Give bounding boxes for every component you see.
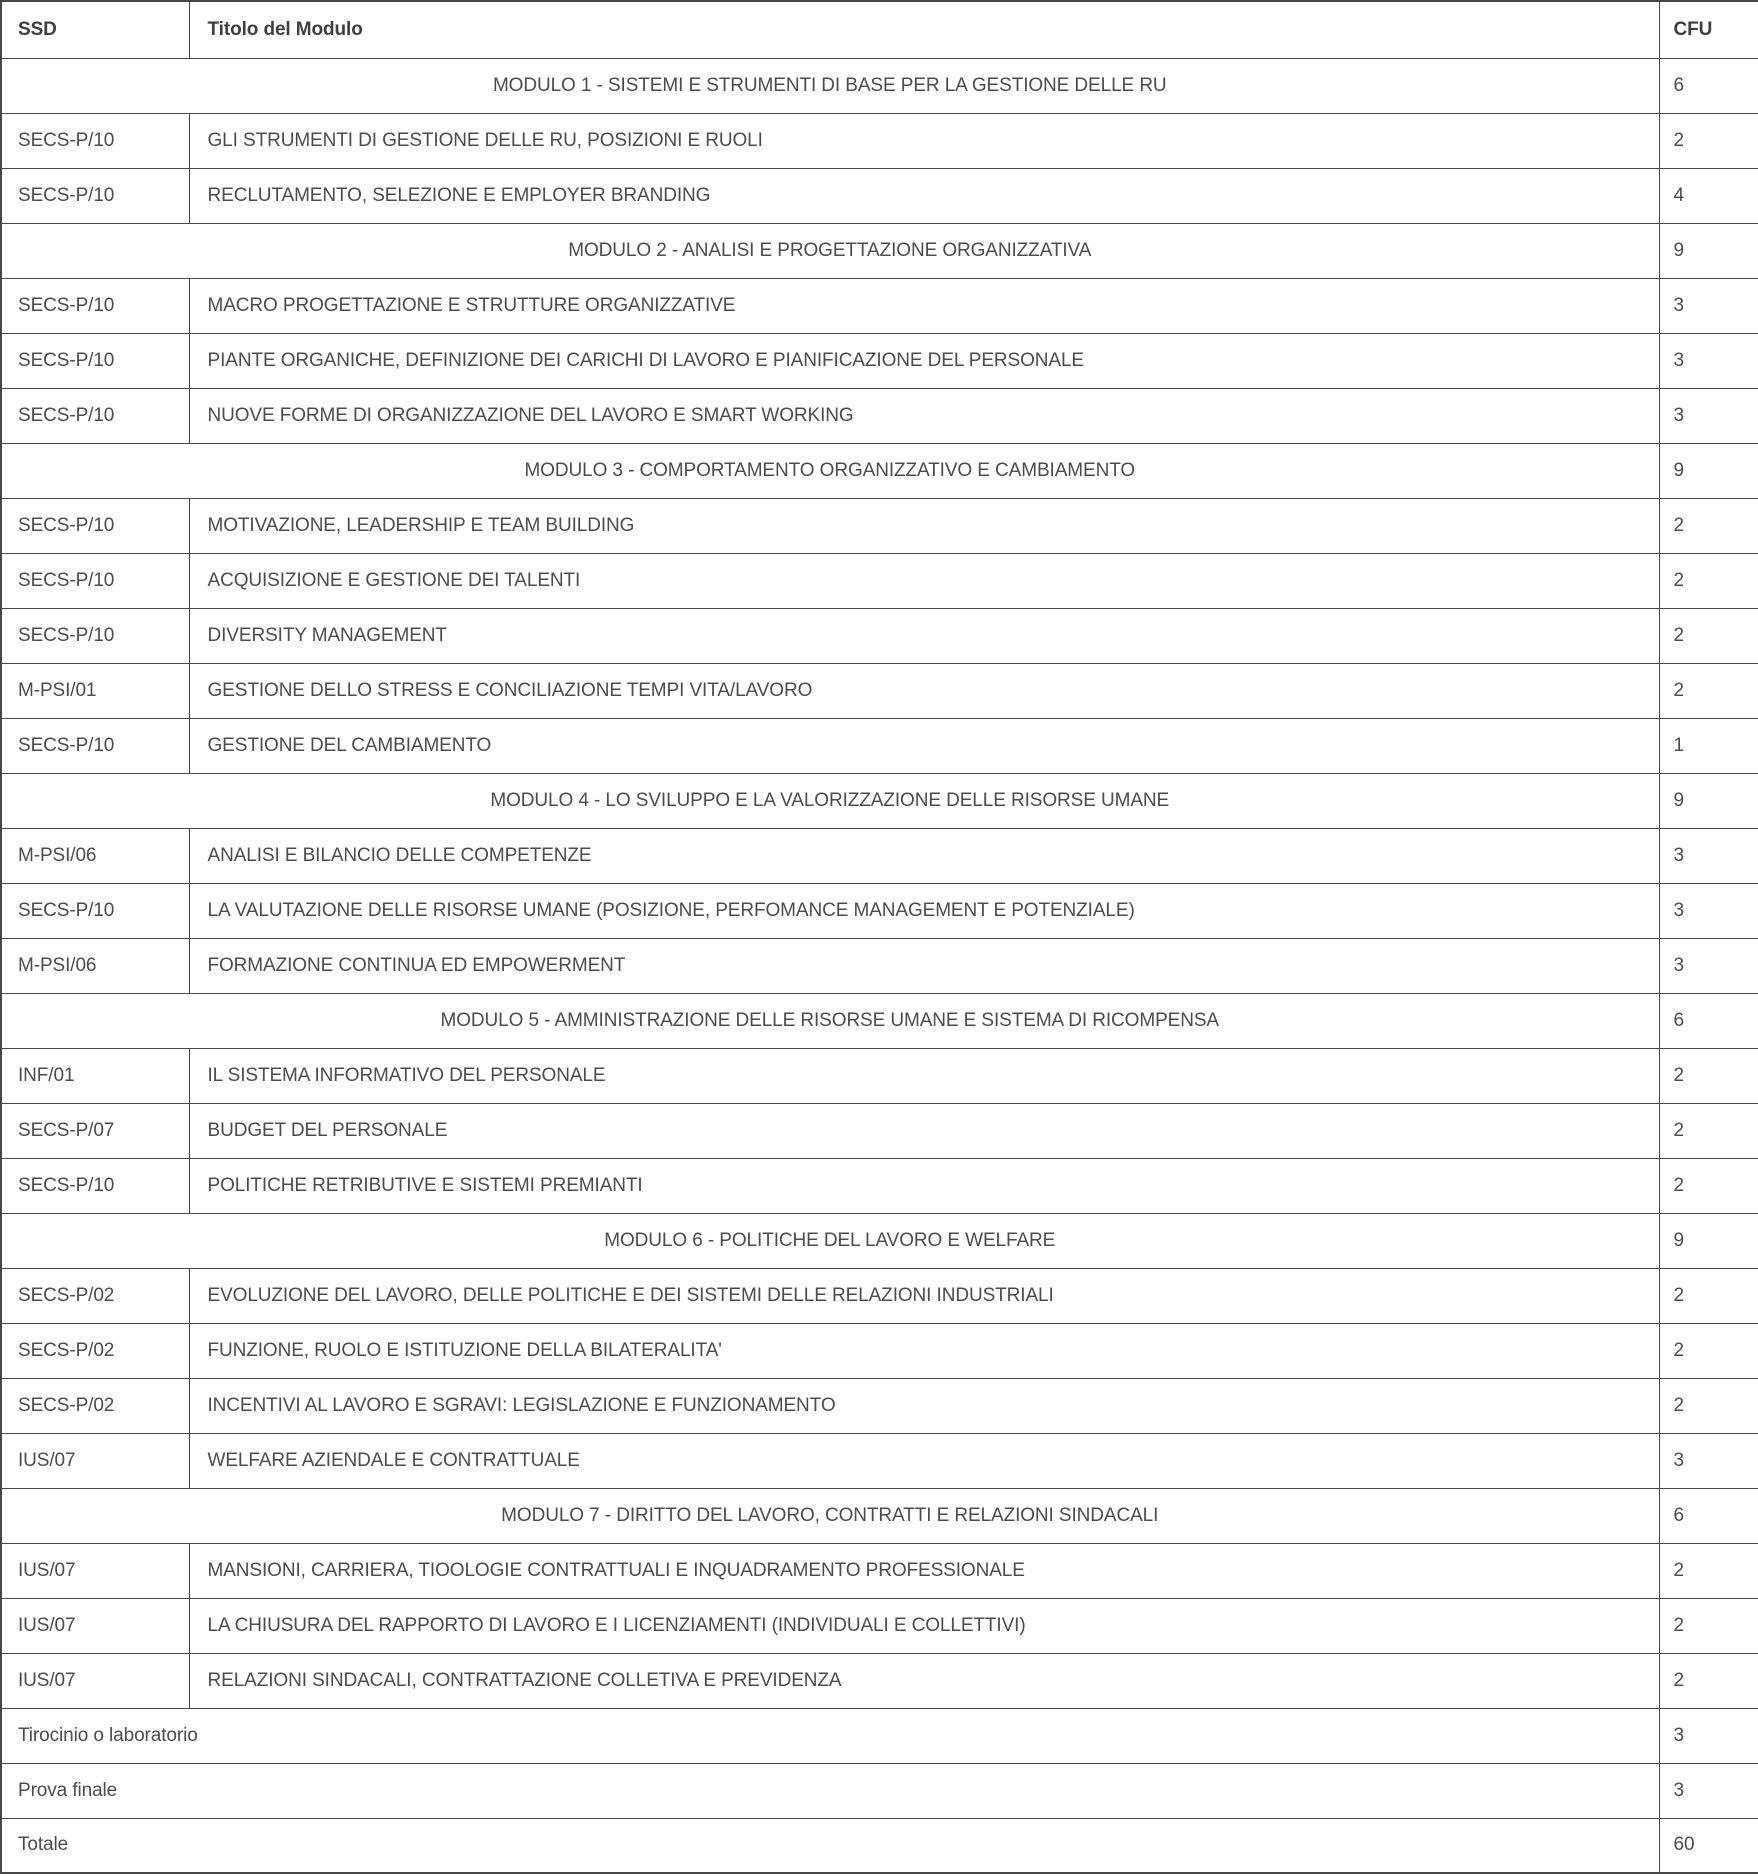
module-title-cell: ACQUISIZIONE E GESTIONE DEI TALENTI (189, 553, 1659, 608)
cfu-value-cell: 2 (1659, 1543, 1758, 1598)
module-title-cell: MANSIONI, CARRIERA, TIOOLOGIE CONTRATTUALI E INQUADRAMENTO PROFESSIONALE (189, 1543, 1659, 1598)
cfu-value-cell: 6 (1659, 1488, 1758, 1543)
ssd-cell: SECS-P/10 (1, 608, 189, 663)
cfu-value-cell: 2 (1659, 663, 1758, 718)
ssd-cell: SECS-P/02 (1, 1378, 189, 1433)
cfu-value-cell: 6 (1659, 993, 1758, 1048)
course-row (1, 333, 1758, 388)
module-title-cell: GLI STRUMENTI DI GESTIONE DELLE RU, POSIZIONI E RUOLI (189, 113, 1659, 168)
module-group-title-cell: MODULO 5 - AMMINISTRAZIONE DELLE RISORSE UMANE E SISTEMA DI RICOMPENSA (1, 993, 1659, 1048)
module-title-cell: INCENTIVI AL LAVORO E SGRAVI: LEGISLAZIONE E FUNZIONAMENTO (189, 1378, 1659, 1433)
course-row (1, 498, 1758, 553)
module-title-cell: POLITICHE RETRIBUTIVE E SISTEMI PREMIANTI (189, 1158, 1659, 1213)
header-row (1, 1, 1758, 58)
table-header (1, 1, 1758, 58)
ssd-cell: SECS-P/10 (1, 278, 189, 333)
module-title-cell: MOTIVAZIONE, LEADERSHIP E TEAM BUILDING (189, 498, 1659, 553)
module-title-cell: RELAZIONI SINDACALI, CONTRATTAZIONE COLLETIVA E PREVIDENZA (189, 1653, 1659, 1708)
course-row (1, 1598, 1758, 1653)
module-header-row (1, 58, 1758, 113)
ssd-cell: SECS-P/10 (1, 883, 189, 938)
ssd-cell: SECS-P/10 (1, 498, 189, 553)
module-group-title-cell: MODULO 7 - DIRITTO DEL LAVORO, CONTRATTI E RELAZIONI SINDACALI (1, 1488, 1659, 1543)
module-title-cell: FUNZIONE, RUOLO E ISTITUZIONE DELLA BILATERALITA' (189, 1323, 1659, 1378)
ssd-cell: SECS-P/02 (1, 1323, 189, 1378)
summary-label-cell: Tirocinio o laboratorio (1, 1708, 1659, 1763)
module-title-cell: MACRO PROGETTAZIONE E STRUTTURE ORGANIZZATIVE (189, 278, 1659, 333)
ssd-cell: INF/01 (1, 1048, 189, 1103)
module-group-title-cell: MODULO 2 - ANALISI E PROGETTAZIONE ORGANIZZATIVA (1, 223, 1659, 278)
ssd-cell: IUS/07 (1, 1433, 189, 1488)
cfu-value-cell: 2 (1659, 1048, 1758, 1103)
module-title-cell: PIANTE ORGANICHE, DEFINIZIONE DEI CARICHI DI LAVORO E PIANIFICAZIONE DEL PERSONALE (189, 333, 1659, 388)
cfu-value-cell: 2 (1659, 498, 1758, 553)
cfu-value-cell: 3 (1659, 828, 1758, 883)
course-row (1, 828, 1758, 883)
course-row (1, 1653, 1758, 1708)
course-row (1, 1433, 1758, 1488)
course-row (1, 1158, 1758, 1213)
ssd-cell: IUS/07 (1, 1653, 189, 1708)
cfu-value-cell: 2 (1659, 1158, 1758, 1213)
module-group-title-cell: MODULO 3 - COMPORTAMENTO ORGANIZZATIVO E CAMBIAMENTO (1, 443, 1659, 498)
ssd-cell: SECS-P/07 (1, 1103, 189, 1158)
summary-row (1, 1763, 1758, 1818)
cfu-value-cell: 2 (1659, 1323, 1758, 1378)
ssd-cell: SECS-P/10 (1, 333, 189, 388)
course-row (1, 1543, 1758, 1598)
cfu-value-cell: 2 (1659, 553, 1758, 608)
cfu-value-cell: 6 (1659, 58, 1758, 113)
cfu-value-cell: 3 (1659, 1708, 1758, 1763)
cfu-value-cell: 2 (1659, 1268, 1758, 1323)
module-group-title-cell: MODULO 6 - POLITICHE DEL LAVORO E WELFARE (1, 1213, 1659, 1268)
column-header-ssd: SSD (1, 1, 189, 58)
module-header-row (1, 1213, 1758, 1268)
cfu-value-cell: 3 (1659, 1763, 1758, 1818)
module-title-cell: DIVERSITY MANAGEMENT (189, 608, 1659, 663)
ssd-cell: SECS-P/10 (1, 1158, 189, 1213)
course-row (1, 168, 1758, 223)
course-row (1, 1048, 1758, 1103)
summary-row (1, 1708, 1758, 1763)
cfu-value-cell: 2 (1659, 608, 1758, 663)
column-header-titolo: Titolo del Modulo (189, 1, 1659, 58)
table-body (1, 58, 1758, 1873)
course-row (1, 113, 1758, 168)
course-row (1, 1378, 1758, 1433)
module-title-cell: RECLUTAMENTO, SELEZIONE E EMPLOYER BRANDING (189, 168, 1659, 223)
course-row (1, 278, 1758, 333)
cfu-value-cell: 9 (1659, 443, 1758, 498)
course-row (1, 1268, 1758, 1323)
cfu-value-cell: 2 (1659, 113, 1758, 168)
ssd-cell: SECS-P/10 (1, 113, 189, 168)
summary-row (1, 1818, 1758, 1873)
cfu-value-cell: 3 (1659, 938, 1758, 993)
cfu-value-cell: 2 (1659, 1378, 1758, 1433)
ssd-cell: M-PSI/06 (1, 938, 189, 993)
course-row (1, 663, 1758, 718)
module-group-title-cell: MODULO 4 - LO SVILUPPO E LA VALORIZZAZIONE DELLE RISORSE UMANE (1, 773, 1659, 828)
summary-label-cell: Totale (1, 1818, 1659, 1873)
module-header-row (1, 993, 1758, 1048)
course-row (1, 1323, 1758, 1378)
ssd-cell: IUS/07 (1, 1543, 189, 1598)
ssd-cell: SECS-P/10 (1, 168, 189, 223)
ssd-cell: SECS-P/10 (1, 718, 189, 773)
cfu-value-cell: 1 (1659, 718, 1758, 773)
module-title-cell: GESTIONE DEL CAMBIAMENTO (189, 718, 1659, 773)
module-title-cell: LA CHIUSURA DEL RAPPORTO DI LAVORO E I LICENZIAMENTI (INDIVIDUALI E COLLETTIVI) (189, 1598, 1659, 1653)
module-title-cell: EVOLUZIONE DEL LAVORO, DELLE POLITICHE E DEI SISTEMI DELLE RELAZIONI INDUSTRIALI (189, 1268, 1659, 1323)
course-row (1, 388, 1758, 443)
cfu-value-cell: 2 (1659, 1598, 1758, 1653)
module-title-cell: FORMAZIONE CONTINUA ED EMPOWERMENT (189, 938, 1659, 993)
ssd-cell: M-PSI/06 (1, 828, 189, 883)
course-row (1, 1103, 1758, 1158)
cfu-value-cell: 3 (1659, 388, 1758, 443)
module-title-cell: BUDGET DEL PERSONALE (189, 1103, 1659, 1158)
ssd-cell: SECS-P/10 (1, 388, 189, 443)
module-title-cell: ANALISI E BILANCIO DELLE COMPETENZE (189, 828, 1659, 883)
course-row (1, 883, 1758, 938)
course-row (1, 938, 1758, 993)
module-header-row (1, 223, 1758, 278)
course-row (1, 718, 1758, 773)
cfu-value-cell: 3 (1659, 1433, 1758, 1488)
cfu-value-cell: 2 (1659, 1653, 1758, 1708)
module-group-title-cell: MODULO 1 - SISTEMI E STRUMENTI DI BASE PER LA GESTIONE DELLE RU (1, 58, 1659, 113)
module-header-row (1, 773, 1758, 828)
ssd-cell: M-PSI/01 (1, 663, 189, 718)
column-header-cfu: CFU (1659, 1, 1758, 58)
cfu-value-cell: 2 (1659, 1103, 1758, 1158)
module-title-cell: GESTIONE DELLO STRESS E CONCILIAZIONE TEMPI VITA/LAVORO (189, 663, 1659, 718)
summary-label-cell: Prova finale (1, 1763, 1659, 1818)
cfu-value-cell: 3 (1659, 333, 1758, 388)
ssd-cell: SECS-P/02 (1, 1268, 189, 1323)
course-row (1, 553, 1758, 608)
module-title-cell: NUOVE FORME DI ORGANIZZAZIONE DEL LAVORO E SMART WORKING (189, 388, 1659, 443)
cfu-value-cell: 4 (1659, 168, 1758, 223)
ssd-cell: SECS-P/10 (1, 553, 189, 608)
cfu-value-cell: 9 (1659, 773, 1758, 828)
cfu-value-cell: 3 (1659, 278, 1758, 333)
module-header-row (1, 1488, 1758, 1543)
module-title-cell: WELFARE AZIENDALE E CONTRATTUALE (189, 1433, 1659, 1488)
module-title-cell: IL SISTEMA INFORMATIVO DEL PERSONALE (189, 1048, 1659, 1103)
cfu-value-cell: 9 (1659, 223, 1758, 278)
module-title-cell: LA VALUTAZIONE DELLE RISORSE UMANE (POSIZIONE, PERFOMANCE MANAGEMENT E POTENZIALE) (189, 883, 1659, 938)
course-row (1, 608, 1758, 663)
ssd-cell: IUS/07 (1, 1598, 189, 1653)
cfu-value-cell: 3 (1659, 883, 1758, 938)
cfu-value-cell: 9 (1659, 1213, 1758, 1268)
cfu-value-cell: 60 (1659, 1818, 1758, 1873)
module-header-row (1, 443, 1758, 498)
